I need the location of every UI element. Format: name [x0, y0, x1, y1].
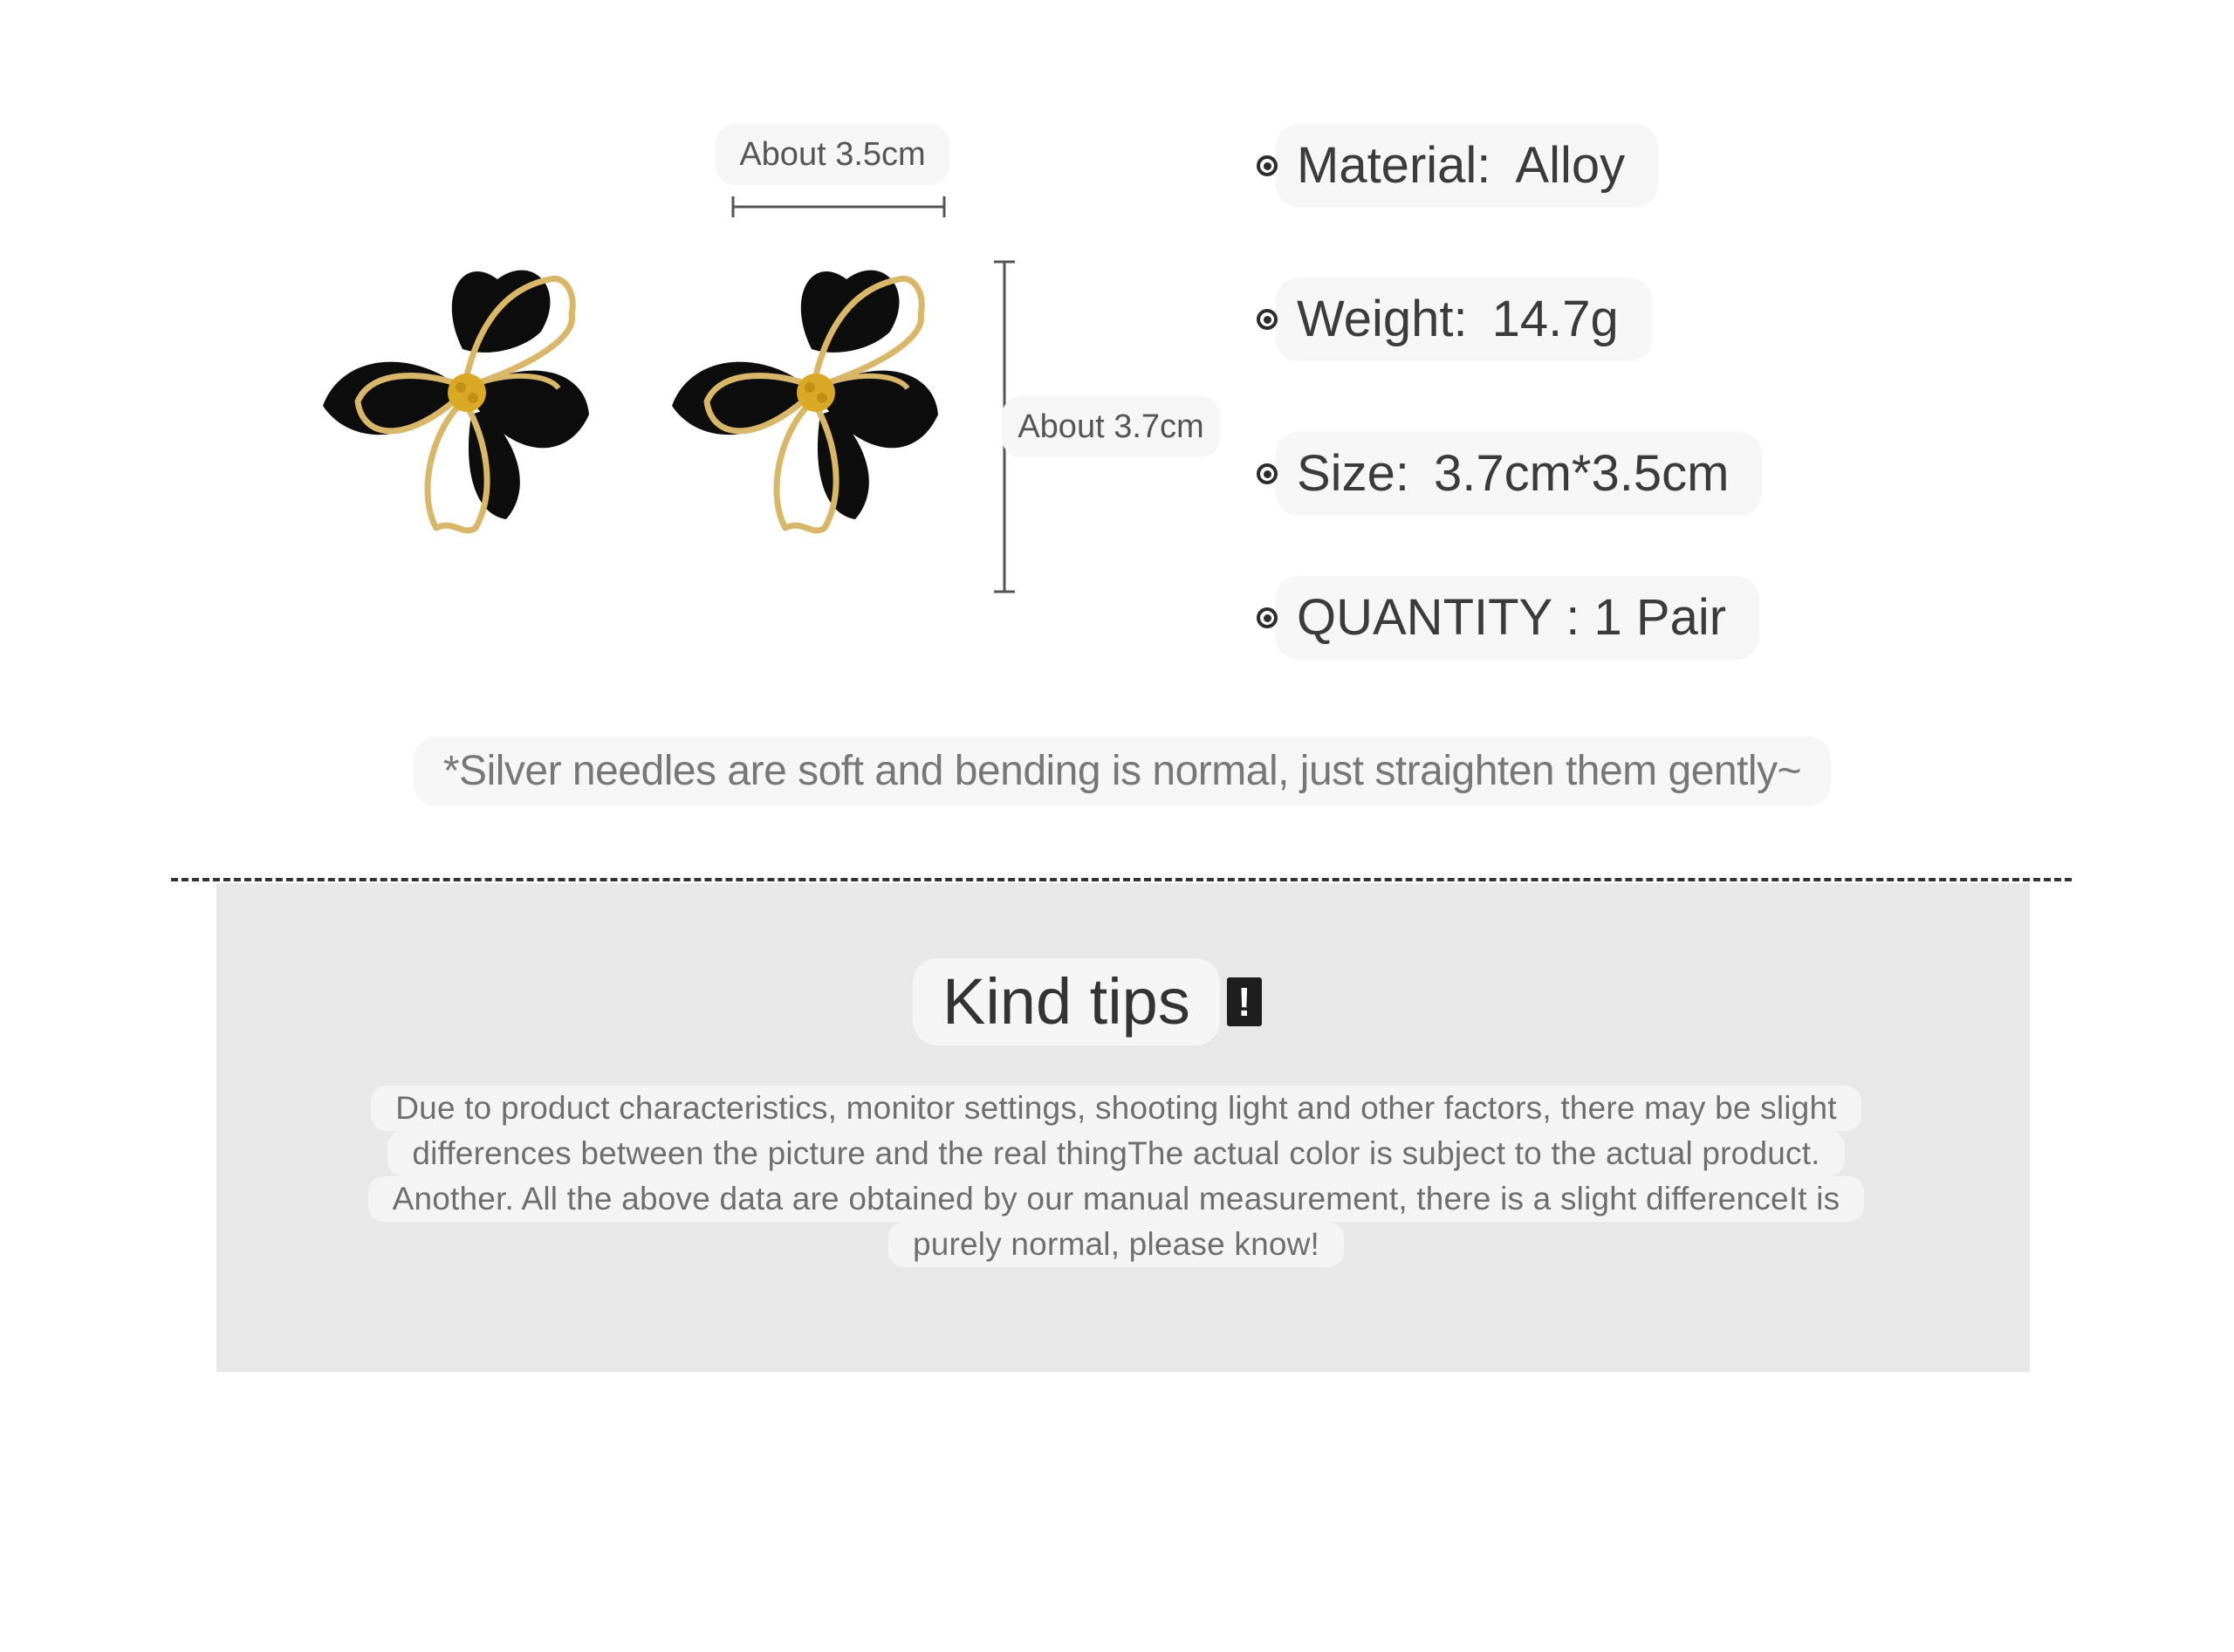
- spec-weight-label: Weight:: [1297, 291, 1468, 347]
- spec-quantity-label: QUANTITY : 1 Pair: [1297, 589, 1727, 646]
- height-dimension-label: About 3.7cm: [1002, 396, 1220, 457]
- bullet-icon: [1257, 463, 1278, 484]
- kind-tips-header: [913, 958, 1262, 1045]
- tips-line: Another. All the above data are obtained by our manual measurement, there is a slight differenceIt is: [368, 1176, 1865, 1222]
- spec-material-value: Alloy: [1515, 137, 1626, 194]
- tips-line: differences between the picture and the real thingThe actual color is subject to the actual product.: [387, 1131, 1844, 1176]
- earrings-image: [288, 227, 1004, 611]
- spec-material-pill: [1276, 124, 1658, 208]
- exclamation-icon: !: [1227, 977, 1262, 1026]
- silver-needle-notice: *Silver needles are soft and bending is normal, just straighten them gently~: [414, 737, 1831, 806]
- bullet-icon: [1257, 309, 1278, 330]
- spec-material-label: Material:: [1297, 137, 1491, 194]
- kind-tips-title: Kind tips: [913, 958, 1220, 1045]
- bullet-icon: [1257, 607, 1278, 628]
- spec-weight-value: 14.7g: [1491, 291, 1619, 347]
- spec-weight: [1257, 278, 1652, 361]
- tips-line: Due to product characteristics, monitor settings, shooting light and other factors, there may be slight: [371, 1086, 1861, 1131]
- dashed-divider: [171, 878, 2072, 881]
- spec-size-label: Size:: [1297, 445, 1409, 502]
- kind-tips-body: [302, 1086, 1930, 1267]
- spec-size-pill: [1276, 432, 1762, 516]
- width-dimension-line: [730, 194, 948, 220]
- width-dimension-label: About 3.5cm: [716, 124, 949, 185]
- tips-line: purely normal, please know!: [888, 1222, 1344, 1267]
- spec-weight-pill: [1276, 278, 1652, 361]
- bullet-icon: [1257, 155, 1278, 176]
- spec-size-value: 3.7cm*3.5cm: [1433, 445, 1730, 502]
- spec-quantity-pill: [1276, 576, 1759, 660]
- spec-quantity: [1257, 576, 1759, 660]
- spec-size: [1257, 432, 1762, 516]
- spec-material: [1257, 124, 1658, 208]
